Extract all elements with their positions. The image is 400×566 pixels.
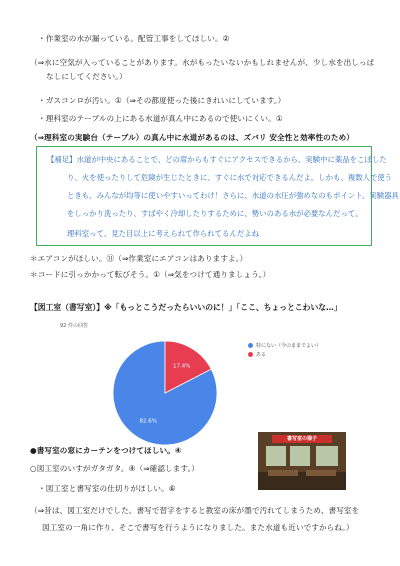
answer-item-1a: （⇒水に空気が入っていることがあります。水がもったいないかもしれませんが、少し水を出しっぱ	[30, 58, 375, 67]
section-title: 【図工室（書写室）】※「もっとこうだったらいいのに！」「ここ、ちょっとこわいな…」	[30, 303, 342, 312]
photo-window-left	[266, 446, 286, 466]
supplement-line-2: り、火を使ったりして危険が生じたときに、すぐに水で対応できるんだよ。しかも、複数人で使う	[67, 173, 393, 182]
photo-caption: 書写室の様子	[272, 435, 332, 443]
legend-swatch-none	[248, 343, 253, 348]
chart-legend	[248, 341, 321, 359]
pie-chart	[110, 338, 220, 448]
supplement-line-3: ときも、みんなが均等に使いやすいってわけ！さらに、水道の水圧が強めなのもポイント。実験器具	[67, 191, 399, 200]
photo-window-mid	[290, 446, 310, 466]
legend-label-none: 特にない（今のままでよい）	[256, 343, 322, 349]
pie-label-1: 17.4%	[173, 363, 191, 370]
legend-item-yes	[248, 350, 321, 359]
legend-label-yes: ある	[256, 352, 267, 358]
photo-desk-right	[306, 470, 336, 476]
answer-item-8b: 図工室の一角に作り、そこで書写を行うようになりました。また水道も近いですからね。）	[42, 523, 354, 532]
request-item-8: ・図工室と書写室の仕切りがほしい。⑥	[38, 484, 176, 493]
supplement-line-5: 理科室って、見た目以上に考えられて作られてるんだよね	[67, 229, 260, 238]
pie-label-0: 82.6%	[139, 418, 157, 425]
answer-item-3: （⇒理科室の実験台（テーブル）の真ん中に水道があるのは、ズバリ 安全性と効率性のため）	[30, 133, 354, 142]
photo-desk-left	[268, 470, 298, 476]
request-item-5: ＊コードに引っかかって転びそう。①（⇒気をつけて通りましょう。）	[30, 270, 271, 279]
request-item-6: ●書写室の窓にカーテンをつけてほしい。④	[30, 446, 182, 455]
answer-item-8a: （⇒昔は、図工室だけでした。書写で習字をすると教室の床が墨で汚れてしまうため、書写室を	[30, 506, 360, 515]
supplement-box	[36, 146, 399, 246]
request-item-4: ＊エアコンがほしい。⑪（⇒作業室にエアコンはありますよ。）	[30, 254, 248, 263]
supplement-line-4: をしっかり洗ったり、すばやく冷却したりするために、勢いのある水が必要なんだって。	[67, 209, 363, 218]
legend-item-none	[248, 341, 321, 350]
legend-swatch-yes	[248, 352, 253, 357]
request-item-1: ・作業室の水が漏っている。配管工事をしてほしい。②	[38, 34, 230, 43]
request-item-3: ・理科室のテーブルの上にある水道が真ん中にあるので使いにくい。①	[38, 114, 283, 123]
photo-window-right	[316, 446, 338, 466]
request-item-7: ○図工室のいすがガタガタ。④（⇒確認します。）	[30, 464, 200, 473]
response-count: 92 件の回答	[60, 323, 88, 329]
calligraphy-room-photo	[258, 432, 346, 490]
supplement-line-1: 【補足】水道が中央にあることで、どの席からもすぐにアクセスできるから、実験中に薬品をこぼした	[47, 155, 387, 164]
request-item-2: ・ガスコンロが汚い。①（⇒その都度使った後にきれいにしています。）	[38, 96, 286, 105]
answer-item-1b: なしにしてください。）	[46, 72, 127, 81]
